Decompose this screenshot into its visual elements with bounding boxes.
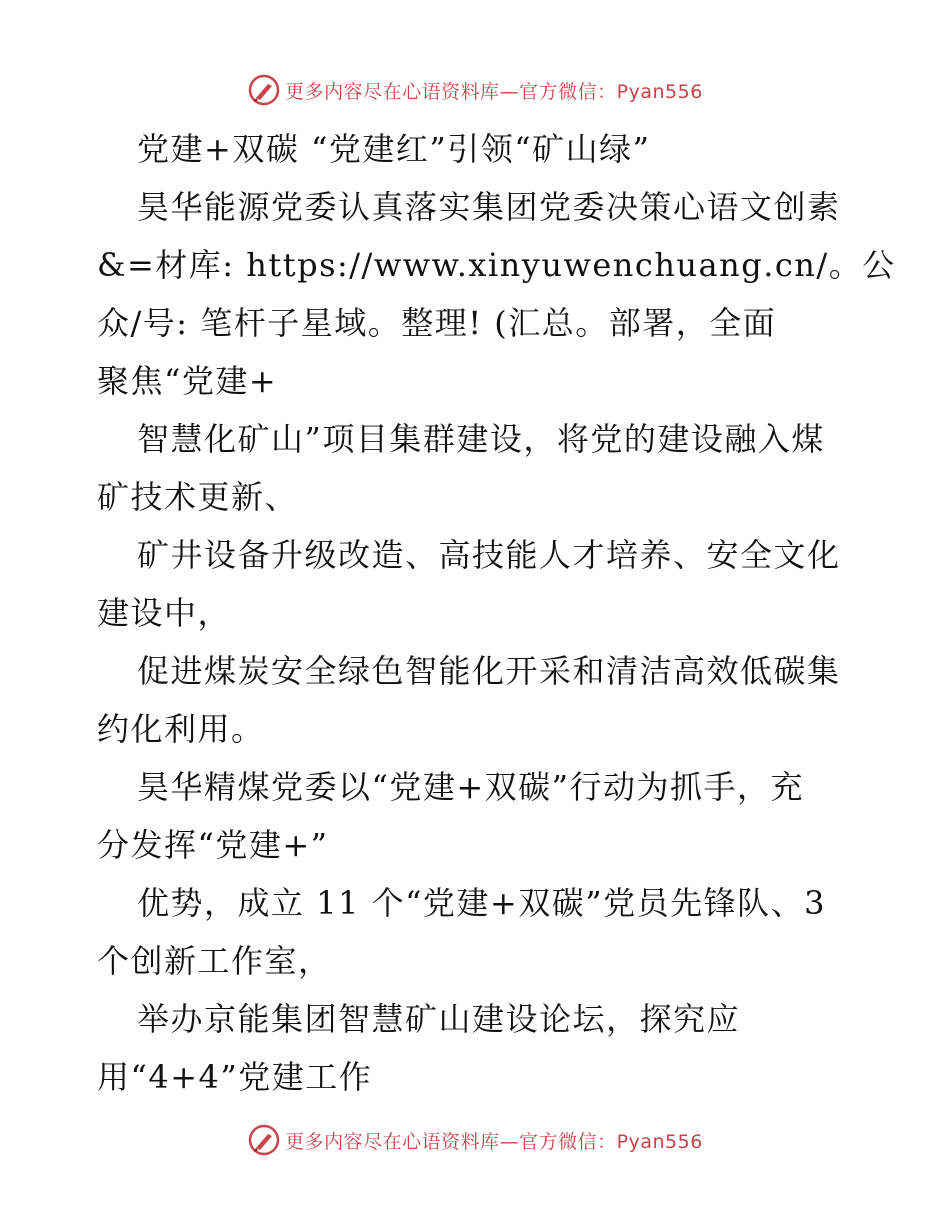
header-banner	[0, 70, 950, 110]
text-line: 众/号: 笔杆子星域。整理! (汇总。部署，全面	[97, 304, 777, 342]
pen-logo-icon	[247, 73, 281, 107]
text-line: 矿技术更新、	[97, 478, 299, 516]
text-line: 聚焦“党建+	[97, 362, 278, 400]
pen-logo-icon	[247, 1123, 281, 1157]
text-line: 用“4+4”党建工作	[97, 1058, 373, 1096]
text-line: 昊华能源党委认真落实集团党委决策心语文创素	[137, 188, 841, 226]
text-line: 举办京能集团智慧矿山建设论坛，探究应	[137, 1000, 741, 1038]
text-line: &=材库: https://www.xinyuwenchuang.cn/。公	[97, 246, 896, 284]
text-line: 党建+双碳 “党建红”引领“矿山绿”	[137, 130, 651, 168]
footer-banner	[0, 1120, 950, 1160]
text-line: 矿井设备升级改造、高技能人才培养、安全文化	[137, 536, 841, 574]
text-line: 分发挥“党建+”	[97, 826, 329, 864]
text-line: 建设中，	[97, 594, 232, 632]
text-line: 促进煤炭安全绿色智能化开采和清洁高效低碳集	[137, 652, 841, 690]
text-line: 智慧化矿山”项目集群建设，将党的建设融入煤	[137, 420, 825, 458]
text-line: 个创新工作室，	[97, 942, 332, 980]
footer-banner-text: 更多内容尽在心语资料库—官方微信：Pyan556	[285, 1130, 703, 1153]
text-line: 昊华精煤党委以“党建+双碳”行动为抓手，充	[137, 768, 805, 806]
text-line: 约化利用。	[97, 710, 265, 748]
document-body	[97, 120, 896, 1106]
text-line: 优势，成立 11 个“党建+双碳”党员先锋队、3	[137, 884, 826, 922]
header-banner-text: 更多内容尽在心语资料库—官方微信：Pyan556	[285, 80, 703, 103]
